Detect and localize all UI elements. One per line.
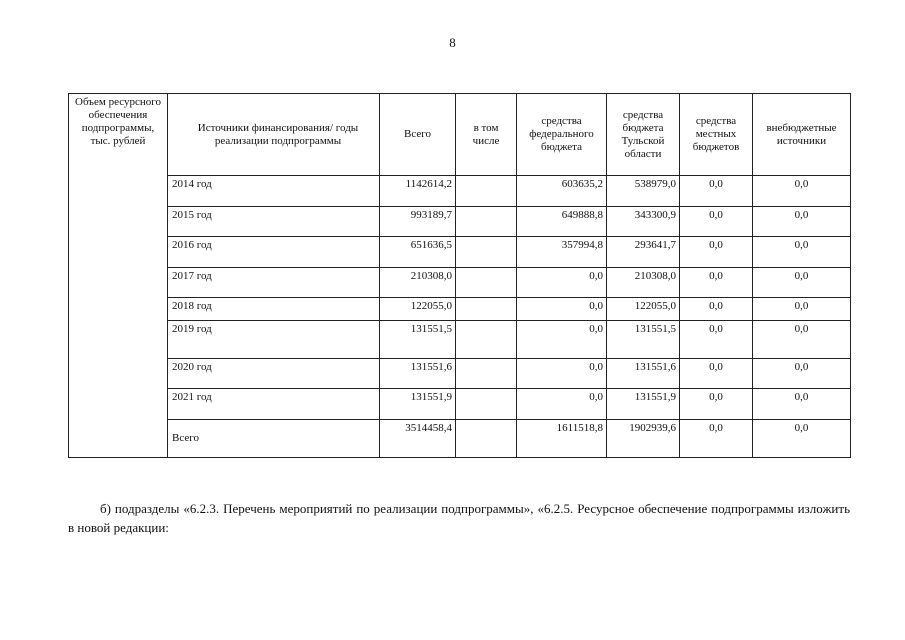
row-year-label: 2017 год <box>168 268 380 298</box>
cell-total: 993189,7 <box>380 207 456 237</box>
cell-including <box>456 420 517 458</box>
cell-regional: 538979,0 <box>607 176 680 207</box>
header-regional: средства бюджета Тульской области <box>607 94 680 176</box>
cell-offbudget: 0,0 <box>753 389 851 420</box>
row-total-label: Всего <box>168 420 380 458</box>
table-header-row <box>69 94 851 176</box>
cell-local: 0,0 <box>680 359 753 389</box>
cell-offbudget: 0,0 <box>753 359 851 389</box>
row-year-label: 2021 год <box>168 389 380 420</box>
cell-including <box>456 237 517 268</box>
cell-including <box>456 298 517 321</box>
cell-regional: 122055,0 <box>607 298 680 321</box>
cell-total: 651636,5 <box>380 237 456 268</box>
cell-regional: 131551,6 <box>607 359 680 389</box>
cell-regional: 131551,5 <box>607 321 680 359</box>
row-year-label: 2018 год <box>168 298 380 321</box>
cell-federal: 649888,8 <box>517 207 607 237</box>
cell-including <box>456 268 517 298</box>
cell-regional: 210308,0 <box>607 268 680 298</box>
table-row <box>69 389 851 420</box>
table-row <box>69 321 851 359</box>
cell-local: 0,0 <box>680 237 753 268</box>
cell-federal: 357994,8 <box>517 237 607 268</box>
cell-regional: 131551,9 <box>607 389 680 420</box>
page-number: 8 <box>449 35 456 50</box>
cell-local: 0,0 <box>680 207 753 237</box>
cell-local: 0,0 <box>680 389 753 420</box>
cell-offbudget: 0,0 <box>753 321 851 359</box>
header-total: Всего <box>380 94 456 176</box>
cell-total: 131551,6 <box>380 359 456 389</box>
table-row <box>69 268 851 298</box>
header-including: в том числе <box>456 94 517 176</box>
row-year-label: 2015 год <box>168 207 380 237</box>
body-paragraph: б) подразделы «6.2.3. Перечень мероприятий по реализации подпрограммы», «6.2.5. Ресурсное обеспечение подпрограммы изложить в новой редакции: <box>68 501 850 535</box>
cell-federal: 0,0 <box>517 298 607 321</box>
cell-total: 3514458,4 <box>380 420 456 458</box>
cell-offbudget: 0,0 <box>753 237 851 268</box>
header-federal: средства федерального бюджета <box>517 94 607 176</box>
cell-offbudget: 0,0 <box>753 268 851 298</box>
cell-total: 131551,5 <box>380 321 456 359</box>
table-row <box>69 359 851 389</box>
table-total-row <box>69 420 851 458</box>
row-year-label: 2014 год <box>168 176 380 207</box>
cell-federal: 0,0 <box>517 359 607 389</box>
row-year-label: 2020 год <box>168 359 380 389</box>
cell-total: 122055,0 <box>380 298 456 321</box>
header-sources: Источники финансирования/ годы реализации подпрограммы <box>168 94 380 176</box>
funding-table <box>68 93 851 458</box>
cell-federal: 0,0 <box>517 268 607 298</box>
cell-total: 210308,0 <box>380 268 456 298</box>
cell-local: 0,0 <box>680 268 753 298</box>
cell-regional: 343300,9 <box>607 207 680 237</box>
cell-including <box>456 176 517 207</box>
cell-federal: 0,0 <box>517 389 607 420</box>
cell-offbudget: 0,0 <box>753 207 851 237</box>
cell-local: 0,0 <box>680 321 753 359</box>
cell-offbudget: 0,0 <box>753 176 851 207</box>
cell-federal: 1611518,8 <box>517 420 607 458</box>
table-row <box>69 207 851 237</box>
row-year-label: 2019 год <box>168 321 380 359</box>
cell-local: 0,0 <box>680 298 753 321</box>
cell-including <box>456 207 517 237</box>
cell-total: 1142614,2 <box>380 176 456 207</box>
cell-regional: 293641,7 <box>607 237 680 268</box>
cell-including <box>456 321 517 359</box>
cell-federal: 603635,2 <box>517 176 607 207</box>
row-year-label: 2016 год <box>168 237 380 268</box>
cell-offbudget: 0,0 <box>753 420 851 458</box>
table-row <box>69 237 851 268</box>
cell-including <box>456 359 517 389</box>
cell-including <box>456 389 517 420</box>
cell-offbudget: 0,0 <box>753 298 851 321</box>
cell-federal: 0,0 <box>517 321 607 359</box>
cell-regional: 1902939,6 <box>607 420 680 458</box>
cell-total: 131551,9 <box>380 389 456 420</box>
header-offbudget: внебюджетные источники <box>753 94 851 176</box>
table-row <box>69 298 851 321</box>
cell-local: 0,0 <box>680 176 753 207</box>
cell-local: 0,0 <box>680 420 753 458</box>
resource-volume-label: Объем ресурсного обеспечения подпрограммы, тыс. рублей <box>69 94 168 458</box>
table-row <box>69 176 851 207</box>
header-local: средства местных бюджетов <box>680 94 753 176</box>
